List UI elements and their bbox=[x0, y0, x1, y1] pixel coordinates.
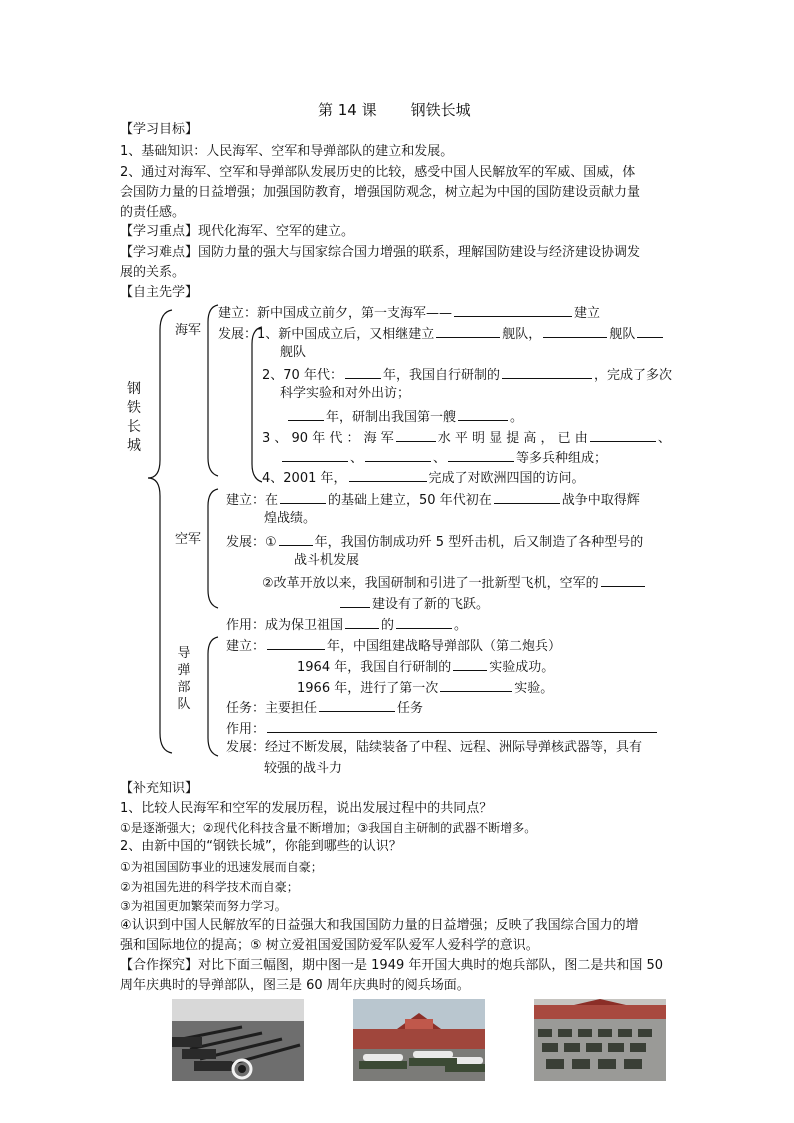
blank-field[interactable] bbox=[345, 614, 379, 629]
supplement-q2: 2、由新中国的“钢铁长城”，你能到哪些的认识？ bbox=[120, 839, 402, 854]
blank-field[interactable] bbox=[267, 635, 325, 650]
missile-build-3: 1966 年，进行了第一次 实验。 bbox=[297, 677, 553, 698]
blank-field[interactable] bbox=[280, 489, 326, 504]
blank-field[interactable] bbox=[319, 697, 395, 712]
navy-bracket bbox=[208, 305, 218, 476]
supplement-a2-4-line-2: 强和国际地位的提高；⑤ 树立爱祖国爱国防爱军队爱军人爱科学的意识。 bbox=[120, 938, 539, 953]
air-build: 建立：在 的基础上建立，50 年代初在 战争中取得辉 bbox=[226, 489, 640, 510]
difficulty-header: 【学习难点】 bbox=[120, 245, 199, 260]
navy-dev-3: 3 、 90 年 代 ： 海 军 水 平 明 显 提 高 ， 已 由 、 bbox=[262, 427, 671, 448]
focus-header: 【学习重点】 bbox=[120, 224, 199, 239]
navy-dev-3-cont: 、 、 等多兵种组成； bbox=[280, 447, 607, 468]
blank-field[interactable] bbox=[458, 406, 508, 421]
blank-field[interactable] bbox=[340, 593, 370, 608]
navy-dev-bracket bbox=[252, 327, 262, 482]
air-dev-1-cont: 战斗机发展 bbox=[294, 553, 360, 568]
outline-root-title: 钢铁长城 bbox=[127, 381, 141, 454]
missile-role: 作用： bbox=[226, 718, 659, 739]
air-label: 空军 bbox=[175, 532, 202, 547]
missile-build-2: 1964 年，我国自行研制的 实验成功。 bbox=[297, 656, 554, 677]
root-bracket bbox=[148, 310, 172, 753]
photo-artillery-1949 bbox=[172, 999, 304, 1081]
prestudy-header: 【自主先学】 bbox=[120, 285, 199, 300]
supplement-a1: ①是逐渐强大；②现代化科技含量不断增加；③我国自主研制的武器不断增多。 bbox=[120, 821, 537, 835]
blank-field[interactable] bbox=[288, 406, 324, 421]
supplement-a2-1: ①为祖国国防事业的迅速发展而自豪； bbox=[120, 860, 323, 874]
navy-dev-4: 4、2001 年， 完成了对欧洲四国的访问。 bbox=[262, 467, 585, 488]
focus-text: 现代化海军、空军的建立。 bbox=[198, 224, 355, 239]
blank-field[interactable] bbox=[494, 489, 560, 504]
goals-header: 【学习目标】 bbox=[120, 122, 199, 137]
blank-field[interactable] bbox=[502, 364, 592, 379]
blank-field[interactable] bbox=[349, 467, 427, 482]
blank-field[interactable] bbox=[453, 656, 487, 671]
cooperation-header: 【合作探究】 bbox=[120, 958, 199, 973]
goals-item-1: 1、基础知识：人民海军、空军和导弹部队的建立和发展。 bbox=[120, 144, 454, 159]
missile-label: 导弹部队 bbox=[177, 646, 191, 712]
missile-task: 任务：主要担任 任务 bbox=[226, 697, 423, 718]
goals-item-2-line-2: 会国防力量的日益增强；加强国防教育，增强国防观念，树立起为中国的国防建设贡献力量 bbox=[120, 185, 641, 200]
blank-field[interactable] bbox=[590, 427, 656, 442]
air-role: 作用：成为保卫祖国 的 。 bbox=[226, 614, 467, 635]
lesson-name: 钢铁长城 bbox=[410, 101, 471, 119]
blank-field[interactable] bbox=[396, 427, 436, 442]
air-build-cont: 煌战绩。 bbox=[264, 511, 317, 526]
supplement-q1: 1、比较人民海军和空军的发展历程，说出发展过程中的共同点？ bbox=[120, 801, 493, 816]
difficulty-line-2: 展的关系。 bbox=[120, 265, 186, 280]
navy-label: 海军 bbox=[175, 323, 202, 338]
blank-field[interactable] bbox=[396, 614, 452, 629]
photo-missile-parade-50th bbox=[353, 999, 485, 1081]
navy-dev-1: 发展：1、新中国成立后，又相继建立 舰队， 舰队 bbox=[218, 323, 665, 344]
supplement-header: 【补充知识】 bbox=[120, 781, 199, 796]
goals-item-2-line-3: 的责任感。 bbox=[120, 205, 186, 220]
blank-field[interactable] bbox=[282, 447, 348, 462]
blank-field[interactable] bbox=[440, 677, 512, 692]
air-dev-2: ②改革开放以来，我国研制和引进了一批新型飞机，空军的 bbox=[262, 572, 647, 593]
lesson-number: 第 14 课 bbox=[318, 101, 377, 119]
missile-build: 建立： 年，中国组建战略导弹部队（第二炮兵） bbox=[226, 635, 561, 656]
air-dev-1: 发展：① 年，我国仿制成功歼 5 型歼击机，后又制造了各种型号的 bbox=[226, 531, 643, 552]
missile-bracket bbox=[208, 637, 218, 756]
blank-field[interactable] bbox=[365, 447, 431, 462]
navy-build: 建立：新中国成立前夕，第一支海军—— 建立 bbox=[218, 302, 600, 323]
missile-dev-2: 较强的战斗力 bbox=[264, 761, 343, 776]
blank-field[interactable] bbox=[345, 364, 381, 379]
navy-dev-2: 2、70 年代： 年，我国自行研制的 ，完成了多次 bbox=[262, 364, 672, 385]
navy-dev-2-cont: 科学实验和对外出访； bbox=[280, 386, 411, 401]
blank-field[interactable] bbox=[637, 323, 663, 338]
air-dev-2-cont: 建设有了新的飞跃。 bbox=[338, 593, 489, 614]
blank-field[interactable] bbox=[454, 302, 572, 317]
blank-field[interactable] bbox=[267, 718, 657, 733]
navy-dev-2-sub: 年，研制出我国第一艘 。 bbox=[286, 406, 523, 427]
blank-field[interactable] bbox=[448, 447, 514, 462]
supplement-a2-3: ③为祖国更加繁荣而努力学习。 bbox=[120, 899, 287, 913]
supplement-a2-2: ②为祖国先进的科学技术而自豪； bbox=[120, 880, 299, 894]
missile-dev-1: 发展：经过不断发展，陆续装备了中程、远程、洲际导弹核武器等，具有 bbox=[226, 740, 643, 755]
blank-field[interactable] bbox=[279, 531, 313, 546]
cooperation-line-1: 【合作探究】对比下面三幅图，期中图一是 1949 年开国大典时的炮兵部队，图二是共和国 50 bbox=[120, 958, 664, 973]
navy-dev-1-cont: 舰队 bbox=[280, 345, 307, 360]
blank-field[interactable] bbox=[543, 323, 607, 338]
supplement-a2-4-line-1: ④认识到中国人民解放军的日益强大和我国国防力量的日益增强；反映了我国综合国力的增 bbox=[120, 918, 639, 933]
air-bracket bbox=[208, 489, 218, 608]
difficulty-text-1: 国防力量的强大与国家综合国力增强的联系，理解国防建设与经济建设协调发 bbox=[198, 245, 641, 260]
blank-field[interactable] bbox=[601, 572, 645, 587]
blank-field[interactable] bbox=[436, 323, 500, 338]
photo-parade-60th bbox=[534, 999, 666, 1081]
cooperation-line-2: 周年庆典时的导弹部队，图三是 60 周年庆典时的阅兵场面。 bbox=[120, 978, 470, 993]
goals-item-2-line-1: 2、通过对海军、空军和导弹部队发展历史的比较，感受中国人民解放军的军威、国威，体 bbox=[120, 165, 636, 180]
